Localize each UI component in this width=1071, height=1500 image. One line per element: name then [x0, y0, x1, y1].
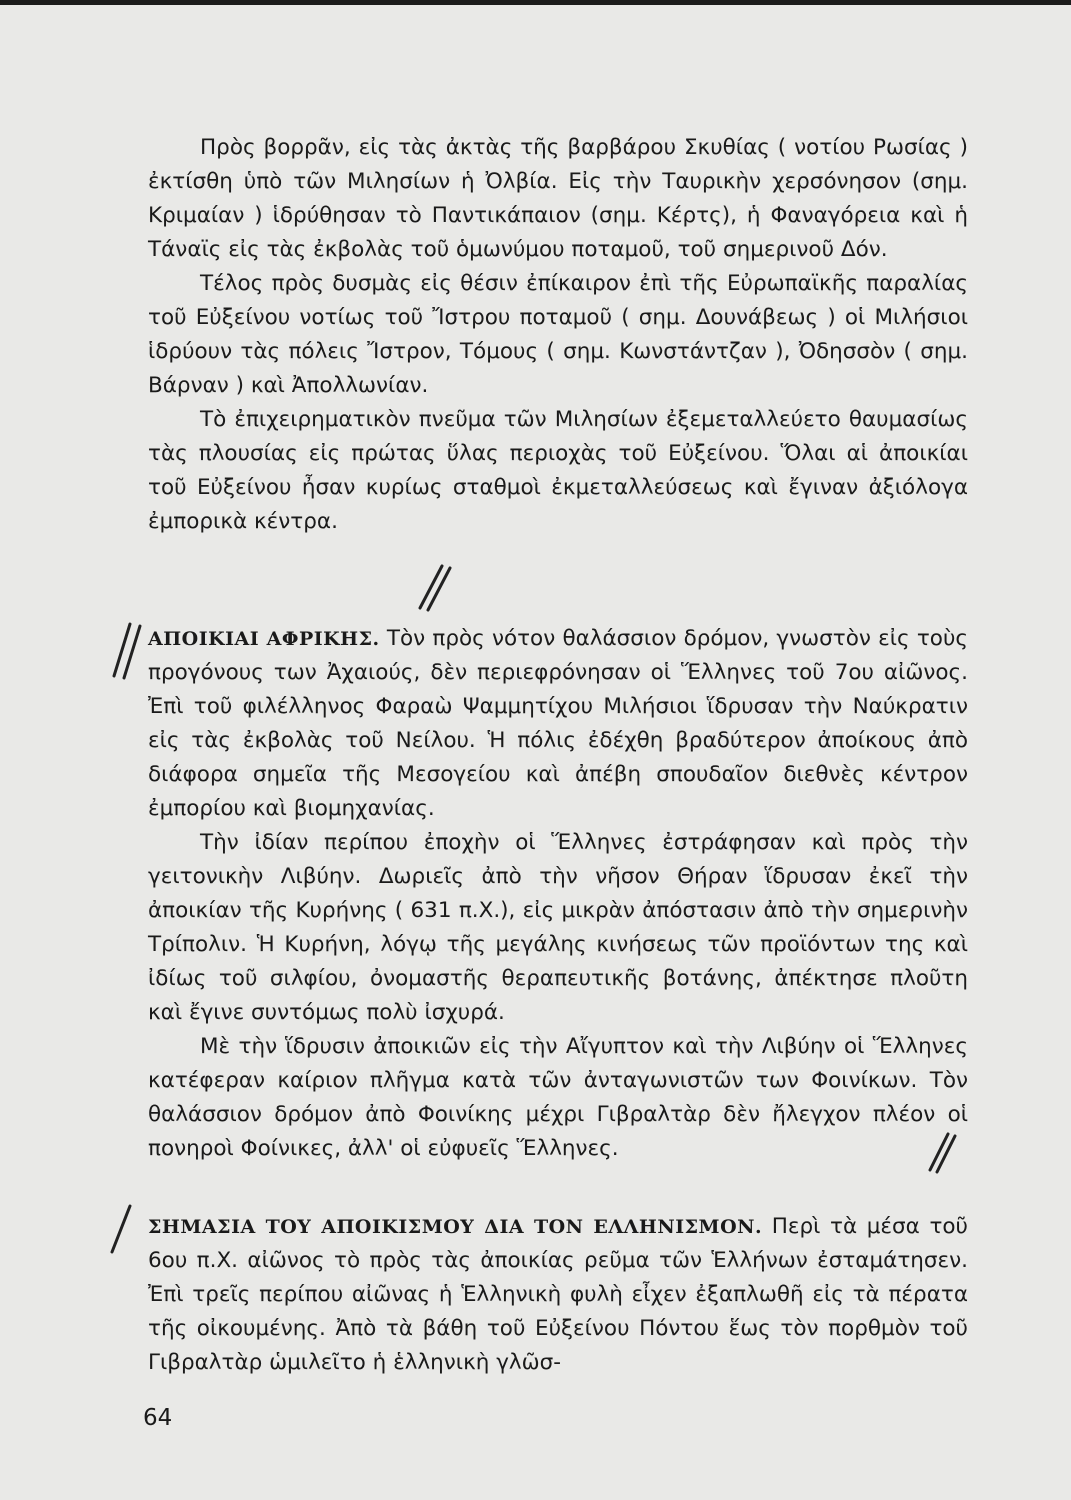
paragraph-africa-intro: [148, 622, 968, 826]
handwritten-slash-mark: [104, 618, 152, 680]
section-heading-africa: ΑΠΟΙΚΙΑΙ ΑΦΡΙΚΗΣ.: [148, 628, 380, 650]
paragraph-phoenicians: Μὲ τὴν ἵδρυσιν ἀποικιῶν εἰς τὴν Αἴγυπτον καὶ τὴν Λιβύην οἱ Ἕλληνες κατέφεραν καίριον πλῆγμα κατὰ τῶν ἀνταγωνιστῶν των Φοινίκων. Τὸν θαλάσσιον δρόμον ἀπὸ Φοινίκης μέχρι Γιβραλτὰρ δὲν ἤλεγχον πλέον οἱ πονηροὶ Φοίνικες, ἀλλ' οἱ εὐφυεῖς Ἕλληνες.: [148, 1034, 968, 1161]
page-number: 64: [143, 1405, 173, 1431]
section-text-significance: Περὶ τὰ μέσα τοῦ 6ου π.Χ. αἰῶνος τὸ πρὸς τὰς ἀποικίας ρεῦμα τῶν Ἑλλήνων ἐσταμάτησεν. Ἐπὶ τρεῖς περίπου αἰῶνας ἡ Ἑλληνικὴ φυλὴ εἶχεν ἐξαπλωθῆ εἰς τὰ πέρατα τῆς οἰκουμένης. Ἀπὸ τὰ βάθη τοῦ Εὐξείνου Πόντου ἕως τὸν πορθμὸν τοῦ Γιβραλτὰρ ὡμιλεῖτο ἡ ἑλληνικὴ γλῶσ-: [148, 1214, 968, 1375]
page-top-edge: [0, 0, 1071, 5]
paragraph-milesian-enterprise: Τὸ ἐπιχειρηματικὸν πνεῦμα τῶν Μιλησίων ἐξεμεταλλεύετο θαυμασίως τὰς πλουσίας εἰς πρώτας ὕλας περιοχὰς τοῦ Εὐξείνου. Ὅλαι αἱ ἀποικίαι τοῦ Εὐξείνου ἦσαν κυρίως σταθμοὶ ἐκμεταλλεύσεως καὶ ἔγιναν ἀξιόλογα ἐμπορικὰ κέντρα.: [148, 407, 968, 534]
section-significance: [148, 1210, 968, 1380]
paragraph-libya: Τὴν ἰδίαν περίπου ἐποχὴν οἱ Ἕλληνες ἐστράφησαν καὶ πρὸς τὴν γειτονικὴν Λιβύην. Δωριεῖς ἀπὸ τὴν νῆσον Θήραν ἵδρυσαν ἐκεῖ τὴν ἀποικίαν τῆς Κυρήνης ( 631 π.Χ.), εἰς μικρὰν ἀπόστασιν ἀπὸ τὴν σημερινὴν Τρίπολιν. Ἡ Κυρήνη, λόγῳ τῆς μεγάλης κινήσεως τῶν προϊόντων της καὶ ἰδίως τοῦ σιλφίου, ὀνομαστῆς θεραπευτικῆς βοτάνης, ἀπέκτησε πλοῦτη καὶ ἔγινε συντόμως πολὺ ἰσχυρά.: [148, 830, 968, 1025]
handwritten-slash-mark: [412, 560, 456, 612]
paragraph-west-colonies: Τέλος πρὸς δυσμὰς εἰς θέσιν ἐπίκαιρον ἐπὶ τῆς Εὐρωπαϊκῆς παραλίας τοῦ Εὐξείνου νοτίως τοῦ Ἴστρου ποταμοῦ ( σημ. Δουνάβεως ) οἱ Μιλήσιοι ἱδρύουν τὰς πόλεις Ἴστρον, Τόμους ( σημ. Κωνστάντζαν ), Ὀδησσὸν ( σημ. Βάρναν ) καὶ Ἀπολλωνίαν.: [148, 271, 968, 398]
paragraph-significance: [148, 1210, 968, 1380]
section-text-africa: Τὸν πρὸς νότον θαλάσσιον δρόμον, γνωστὸν εἰς τοὺς προγόνους των Ἀχαιούς, δὲν περιεφρόνησαν οἱ Ἕλληνες τοῦ 7ου αἰῶνος. Ἐπὶ τοῦ φιλέλληνος Φαραὼ Ψαμμητίχου Μιλήσιοι ἵδρυσαν τὴν Ναύκρατιν εἰς τὰς ἐκβολὰς τοῦ Νείλου. Ἡ πόλις ἐδέχθη βραδύτερον ἀποίκους ἀπὸ διάφορα σημεῖα τῆς Μεσογείου καὶ ἀπέβη σπουδαῖον διεθνὲς κέντρον ἐμπορίου καὶ βιομηχανίας.: [148, 626, 968, 821]
handwritten-slash-mark: [104, 1200, 138, 1256]
handwritten-slash-mark: [922, 1128, 962, 1174]
section-euxine: [148, 131, 968, 539]
paragraph-north-colonies: Πρὸς βορρᾶν, εἰς τὰς ἀκτὰς τῆς βαρβάρου Σκυθίας ( νοτίου Ρωσίας ) ἐκτίσθη ὑπὸ τῶν Μιλησίων ἡ Ὀλβία. Εἰς τὴν Ταυρικὴν χερσόνησον (σημ. Κριμαίαν ) ἱδρύθησαν τὸ Παντικάπαιον (σημ. Κέρτς), ἡ Φαναγόρεια καὶ ἡ Τάναϊς εἰς τὰς ἐκβολὰς τοῦ ὁμωνύμου ποταμοῦ, τοῦ σημερινοῦ Δόν.: [148, 135, 968, 262]
section-africa: [148, 622, 968, 1166]
section-heading-significance: ΣΗΜΑΣΙΑ ΤΟΥ ΑΠΟΙΚΙΣΜΟΥ ΔΙΑ ΤΟΝ ΕΛΛΗΝΙΣΜΟΝ.: [148, 1216, 763, 1238]
